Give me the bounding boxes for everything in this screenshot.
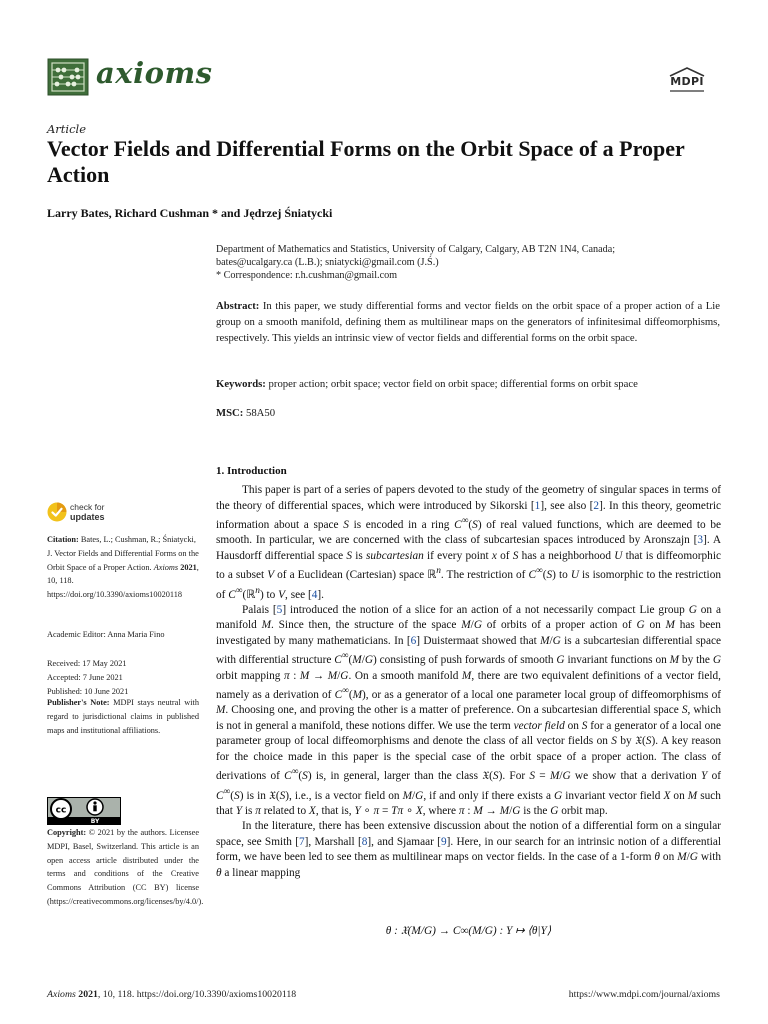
cc-by-license-icon[interactable] [47,797,121,825]
body-text [216,483,721,881]
citation-label: Citation: [47,535,79,544]
check-label-1: check for [70,502,105,512]
msc [216,405,720,421]
abstract-label: Abstract: [216,300,260,312]
body-paragraph: In the literature, there has been extensive discussion about the notion of a differential form on a singular space, see Smith [7], Marshall [8], and Sjamaar [9]. Here, in our search for an intrinsic notion of a differential form, we have been led to see them as multilinear maps on vector fields. In the case of a 1-form θ on M/G with θ a linear mapping [216,820,722,879]
abstract [216,298,720,346]
keywords-label: Keywords: [216,378,266,390]
citation-doi[interactable]: , 10, 118. https://doi.org/10.3390/axioms10020118 [47,562,199,600]
body-paragraph: This paper is part of a series of papers devoted to the study of the geometry of singular spaces in terms of the theory of differential spaces, which were introduced by Sikorski [1], see also [2]. In this theory, geometric information about a space S is encoded in a ring C∞(S) of real valued functions, which are deemed to be smooth. In particular, we are concerned with the class of subcartesian spaces introduced by Aronszajn [3]. A Hausdorff differential space S is subcartesian if every point x of S has a neighborhood U that is diffeomorphic to a subset V of a Euclidean (Cartesian) space ℝ$^n$. The restriction of C∞(S) to U is isomorphic to the restriction of C∞(ℝ$^n$) to V, see [4]. [216,484,722,601]
citation-text: Bates, L.; Cushman, R.; Śniatycki, J. Vector Fields and Differential Forms on the Orbit Space of a Proper Action. [47,535,199,572]
mdpi-logo[interactable] [666,67,708,97]
pubnote-label: Publisher's Note: [47,698,110,707]
academic-editor: Academic Editor: Anna Maria Fino [47,630,165,639]
abstract-text: In this paper, we study differential forms and vector fields on the orbit space of a proper action of a Lie group on a smooth manifold, defining them as multilinear maps on the generators of infinitesimal diffeomorphisms, respectively. This yields an intrinsic view of vector fields and differential forms on the orbit space. [216,300,720,344]
affiliation-line: Department of Mathematics and Statistics, University of Calgary, Calgary, AB T2N 1N4, Canada; [216,244,616,255]
equation: θ : 𝔛(M/G) → C∞(M/G) : Y ↦ ⟨θ|Y⟩ [385,925,552,937]
footer-citation[interactable] [47,989,296,1000]
paper-title: Vector Fields and Differential Forms on the Orbit Space of a Proper Action [47,136,685,187]
citation-block [47,533,199,602]
affiliation-emails[interactable]: bates@ucalgary.ca (L.B.); sniatycki@gmail.com (J.Ś.) [216,257,439,268]
svg-text:cc: cc [55,805,67,816]
date-received: Received: 17 May 2021 [47,659,127,668]
copyright-label: Copyright: [47,828,87,837]
affiliation-block [216,243,716,282]
ref-link[interactable]: 7 [298,835,305,848]
publisher-note [47,696,199,737]
correspondence[interactable]: * Correspondence: r.h.cushman@gmail.com [216,270,398,281]
ref-link[interactable]: 8 [361,835,368,848]
ref-link[interactable]: 6 [410,634,417,647]
check-updates-icon [47,502,67,522]
citation-journal: Axioms [153,562,179,572]
mdpi-label: MDPI [670,75,704,88]
citation-year: 2021 [180,562,197,572]
ref-link[interactable]: 3 [697,534,704,547]
pubnote-text: MDPI stays neutral with regard to jurisdictional claims in published maps and institutional affiliations. [47,698,199,735]
footer-journal: Axioms [47,989,76,1000]
msc-text: 58A50 [245,407,276,419]
copyright-block [47,826,204,909]
keywords-text: proper action; orbit space; vector field on orbit space; differential forms on orbit space [268,378,638,390]
check-for-updates-button[interactable] [47,500,167,524]
copyright-text: © 2021 by the authors. Licensee MDPI, Basel, Switzerland. This article is an open access article distributed under the terms and conditions of the Creative Commons Attribution (CC BY) license (https://creativecommons.org/licenses/by/4.0/). [47,828,204,906]
footer-year: 2021 [78,989,98,1000]
ref-link[interactable]: 2 [593,499,600,512]
author-list: Larry Bates, Richard Cushman * and Jędrzej Śniatycki [47,206,333,220]
ref-link[interactable]: 4 [311,588,318,601]
ref-link[interactable]: 1 [534,499,541,512]
body-paragraph: Palais [5] introduced the notion of a slice for an action of a not necessarily compact Lie group G on a manifold M. Since then, the structure of the space M/G of orbits of a proper action of G on M has been investigated by many mathematicians. In [6] Duistermaat showed that M/G is a subcartesian differential space with differential structure C∞(M/G) consisting of push forwards of smooth G invariant functions on M by the G orbit mapping π : M → M/G. On a smooth manifold M, there are two equivalent definitions of a vector field, namely as a derivation of C∞(M), or as a generator of a local one parameter local group of diffeomorphisms of M. Choosing one, and proving the other is a matter of preference. On a subcartesian differential space S, which is not in general a manifold, these notions differ. We use the term vector field on S for a generator of a local one parameter group of local diffeomorphisms and denote the class of all vector fields on S by 𝔛(S). A key reason for the choice made in this paper is the special case of the orbit space of a proper action. The class of derivations of C∞(S) is, in general, larger than the class 𝔛(S). For S = M/G we show that a derivation Y of C∞(S) is in 𝔛(S), i.e., is a vector field on M/G, if and only if there exists a G invariant vector field X on M such that Y is π related to X, that is, Y ∘ π = Tπ ∘ X, where π : M → M/G is the G orbit map. [216,603,722,817]
article-type: Article [47,122,87,136]
footer-doi[interactable]: , 10, 118. https://doi.org/10.3390/axioms10020118 [97,989,297,1000]
cc-by-label: BY [90,818,100,825]
section-heading: 1. Introduction [216,465,287,477]
msc-label: MSC: [216,407,244,419]
keywords [216,376,720,392]
footer-journal-url[interactable]: https://www.mdpi.com/journal/axioms [568,989,720,1000]
ref-link[interactable]: 5 [276,603,283,616]
axioms-logo-icon [47,58,89,96]
ref-link[interactable]: 9 [440,835,447,848]
journal-name[interactable]: axioms [96,56,213,90]
dates-block [47,657,199,698]
check-label-2: updates [70,512,105,522]
date-accepted: Accepted: 7 June 2021 [47,672,123,682]
date-published: Published: 10 June 2021 [47,686,129,696]
